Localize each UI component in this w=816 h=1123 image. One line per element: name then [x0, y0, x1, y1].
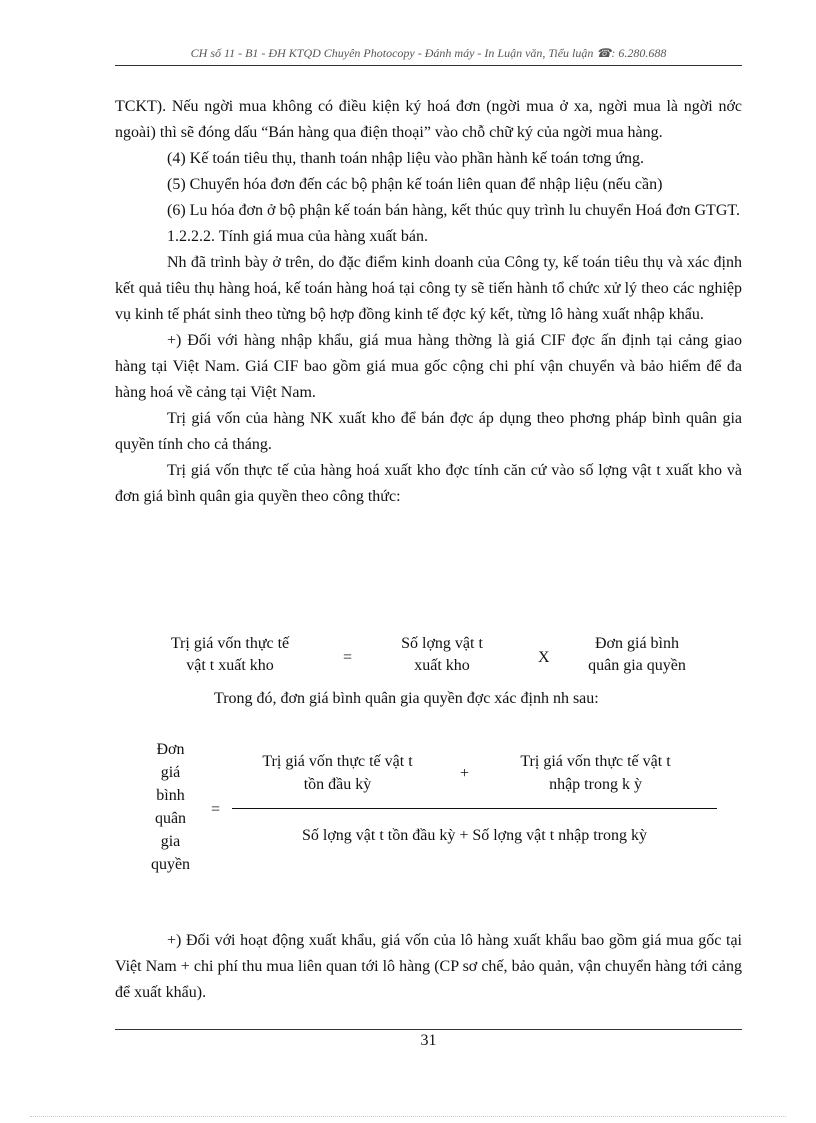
- formula2-numerator-right: [493, 750, 698, 796]
- body-text: [115, 94, 742, 510]
- formula2-intro: Trong đó, đơn giá bình quân gia quyền đợc xác định nh sau:: [214, 690, 599, 707]
- formula1-lhs-line2: vật t xuất kho: [186, 657, 274, 674]
- formula1-times: X: [538, 649, 550, 666]
- formula2-num-left-line2: tồn đầu kỳ: [303, 776, 372, 793]
- formula2-equals: =: [211, 801, 221, 818]
- formula2-denominator: Số lợng vật t tồn đầu kỳ + Số lợng vật t nhập trong kỳ: [301, 827, 648, 844]
- page-bottom-border: [30, 1116, 786, 1117]
- formula2-lhs-word: giá: [160, 764, 181, 781]
- formula1-rhs: [571, 633, 703, 677]
- formula1-lhs: [155, 633, 305, 677]
- formula2-lhs-word: bình: [156, 787, 185, 804]
- paragraph: (5) Chuyển hóa đơn đến các bộ phận kế toán liên quan để nhập liệu (nếu cần): [167, 176, 663, 193]
- paragraph: Trị giá vốn của hàng NK xuất kho để bán đợc áp dụng theo phơng pháp bình quân gia quyền tính cho cả tháng.: [115, 410, 742, 453]
- formula2-lhs-word: gia: [160, 833, 181, 850]
- formula1-middle-line2: xuất kho: [414, 657, 470, 674]
- paragraph: (4) Kế toán tiêu thụ, thanh toán nhập liệu vào phần hành kế toán tơng ứng.: [167, 150, 645, 167]
- formula-weighted-average-price: [115, 738, 742, 878]
- formula2-numerator-left: [235, 750, 440, 796]
- fraction-bar: [232, 808, 717, 809]
- formula1-lhs-line1: Trị giá vốn thực tế: [170, 635, 290, 652]
- page-header: CH số 11 - B1 - ĐH KTQD Chuyên Photocopy - Đánh máy - In Luận văn, Tiểu luận ☎: 6.280.688: [190, 46, 667, 60]
- page-number: 31: [420, 1032, 437, 1049]
- formula2-num-right-line1: Trị giá vốn thực tế vật t: [520, 753, 671, 770]
- section-heading: 1.2.2.2. Tính giá mua của hàng xuất bán.: [167, 228, 428, 245]
- formula-cost-of-goods: [115, 633, 742, 683]
- header-divider: [115, 65, 742, 66]
- body-text-continued: [115, 928, 742, 1006]
- formula2-num-left-line1: Trị giá vốn thực tế vật t: [262, 753, 413, 770]
- formula2-lhs: [138, 738, 203, 876]
- paragraph: +) Đối với hoạt động xuất khẩu, giá vốn của lô hàng xuất khẩu bao gồm giá mua gốc tại Việt Nam + chi phí thu mua liên quan tới lô hàng (CP sơ chế, bảo quản, vận chuyển hàng tới cảng để xuất khẩu).: [115, 932, 742, 1001]
- formula1-rhs-line2: quân gia quyền: [588, 657, 686, 674]
- formula1-middle: [377, 633, 507, 677]
- paragraph: +) Đối với hàng nhập khẩu, giá mua hàng thờng là giá CIF đợc ấn định tại cảng giao hàng tại Việt Nam. Giá CIF bao gồm giá mua gốc cộng chi phí vận chuyển và bảo hiểm để đa hàng hoá về cảng tại Việt Nam.: [115, 332, 742, 401]
- formula2-lhs-word: quyền: [150, 856, 191, 873]
- formula2-lhs-word: Đơn: [156, 741, 185, 758]
- paragraph: Trị giá vốn thực tế của hàng hoá xuất kho đợc tính căn cứ vào số lợng vật t xuất kho và đơn giá bình quân gia quyền theo công thức:: [115, 462, 742, 505]
- formula1-rhs-line1: Đơn giá bình: [594, 635, 679, 652]
- formula2-num-right-line2: nhập trong k ỳ: [549, 776, 642, 793]
- formula1-middle-line1: Số lợng vật t: [401, 635, 483, 652]
- paragraph: Nh đã trình bày ở trên, do đặc điểm kinh doanh của Công ty, kế toán tiêu thụ và xác định kết quả tiêu thụ hàng hoá, kế toán hàng hoá tại công ty sẽ tiến hành tổ chức xử lý theo các nghiệp vụ kinh tế phát sinh theo từng bộ hợp đồng kinh tế đợc ký kết, từng lô hàng xuất nhập khẩu.: [115, 254, 742, 323]
- formula2-lhs-word: quân: [154, 810, 187, 827]
- paragraph: (6) Lu hóa đơn ở bộ phận kế toán bán hàng, kết thúc quy trình lu chuyển Hoá đơn GTGT.: [167, 202, 740, 219]
- formula1-equals: =: [343, 649, 353, 666]
- footer-divider: [115, 1029, 742, 1030]
- formula2-plus: +: [460, 765, 470, 782]
- paragraph: TCKT). Nếu ngời mua không có điều kiện ký hoá đơn (ngời mua ở xa, ngời mua là ngời nớc ngoài) thì sẽ đóng dấu “Bán hàng qua điện thoại” vào chỗ chữ ký của ngời mua hàng.: [115, 98, 742, 141]
